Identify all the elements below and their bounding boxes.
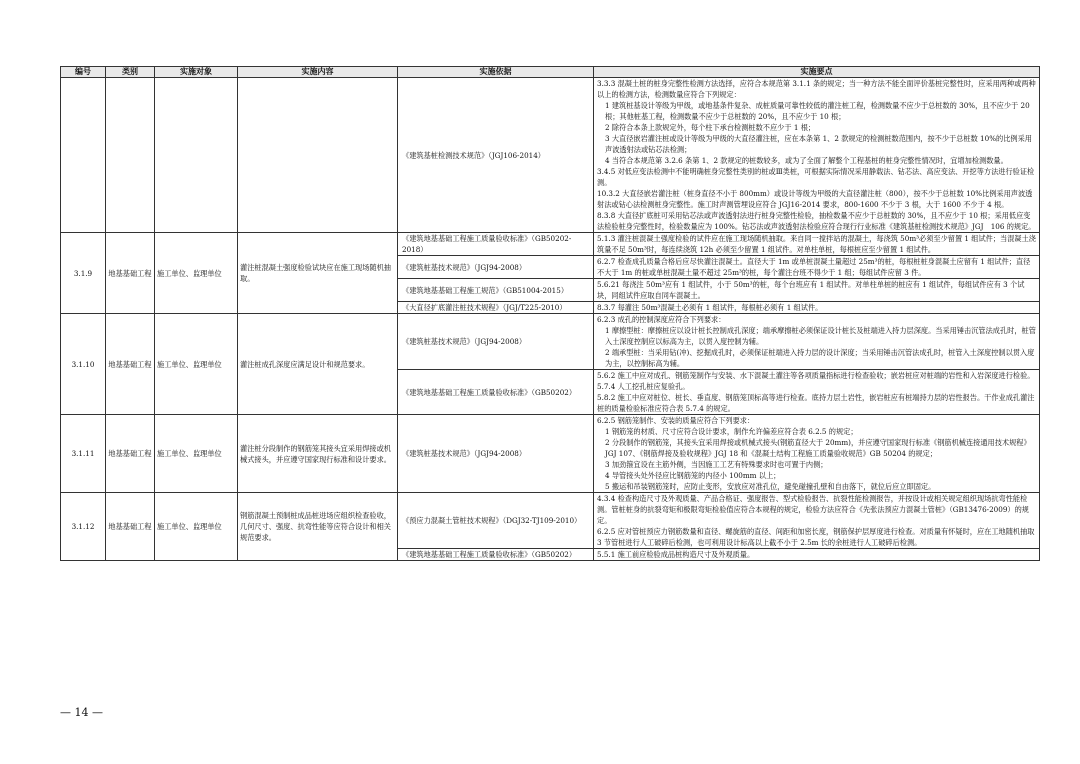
point-text: 3 加劲箍宜设在主筋外侧，当因施工工艺有特殊要求时也可置于内侧； xyxy=(605,460,828,469)
header-points: 实施要点 xyxy=(594,67,1040,78)
basis-cell: 《建筑地基基础工程施工规范》（GB51004-2015） xyxy=(398,279,594,302)
basis-cell: 《建筑地基基础工程施工质量验收标准》（GB50202） xyxy=(398,549,594,561)
points-cell xyxy=(594,549,1040,561)
target-cell: 施工单位、监理单位 xyxy=(155,314,238,415)
table-header-row xyxy=(61,67,1040,78)
content-cell: 灌注桩混凝土强度检验试块应在施工现场随机抽取。 xyxy=(238,233,398,314)
implementation-table xyxy=(60,66,1040,561)
basis-cell: 《建筑地基基础工程施工质量验收标准》（GB50202-2018） xyxy=(398,233,594,256)
target-cell xyxy=(155,78,238,233)
points-cell xyxy=(594,493,1040,549)
point-text: 8.3.7 每灌注 50m³混凝土必须有 1 组试件，每根桩必须有 1 组试件。 xyxy=(597,303,823,312)
point-text: 2 端承型桩：当采用钻(冲)、挖掘成孔时，必须保证桩端进入持力层的设计深度；当采用锤击沉管法成孔时，桩管入土深度控制以贯入度为主，以控制标高为辅。 xyxy=(605,348,1035,368)
point-text: 4.3.4 检查构造尺寸及外观质量、产品合格证、强度报告、型式检验报告、抗裂性能检测报告，并按设计或相关规定组织现场抗弯性能检测。管桩桩身的抗裂弯矩和极限弯矩检验值应符合本规程的规定，检验方法应符合《先张法预应力混凝土管桩》（GB13476-2009）的规定。 xyxy=(597,494,1029,525)
basis-cell: 《预应力混凝土管桩技术规程》（DGJ32-TJ109-2010） xyxy=(398,493,594,549)
category-cell: 地基基础工程 xyxy=(106,314,155,415)
number-cell: 3.1.9 xyxy=(61,233,106,314)
header-target: 实施对象 xyxy=(155,67,238,78)
basis-cell: 《大直径扩底灌注桩技术规程》（JGJ/T225-2010） xyxy=(398,302,594,314)
point-text: 6.2.3 成孔的控制深度应符合下列要求： xyxy=(597,315,726,324)
point-text: 5.1.3 灌注桩混凝土强度检验的试件应在施工现场随机抽取。来自同一搅拌站的混凝土，每浇筑 50m³必须至少留置 1 组试件；当混凝土浇筑量不足 50m³时，每连续浇筑 12h 必须至少留置 1 组试件。对单柱单桩，每根桩应至少留置 1 组试件。 xyxy=(597,234,1036,254)
point-text: 10.3.2 大直径嵌岩灌注桩（桩身直径不小于 800mm）或设计等级为甲级的大直径灌注桩（800），按不少于总桩数 10%比例采用声波透射法或钻心法检测桩身完整性。施工时声测管埋设应符合 JGJ16-2014 要求，800-1600 不少于 3 根，大于 1600 不少于 4 根。 xyxy=(597,189,1033,209)
page-number: — 14 — xyxy=(60,706,103,719)
header-content: 实施内容 xyxy=(238,67,398,78)
category-cell: 地基基础工程 xyxy=(106,493,155,561)
target-cell: 施工单位、监理单位 xyxy=(155,233,238,314)
point-text: 5.8.2 施工中应对桩位、桩长、垂直度、钢筋笼顶标高等进行检查。底持力层土岩性，嵌岩桩应有桩端持力层的岩性报告。干作业成孔灌注桩的质量检验标准应符合表 5.7.4 的规定。 xyxy=(597,393,1035,413)
category-cell: 地基基础工程 xyxy=(106,415,155,493)
content-cell: 钢筋混凝土预制桩成品桩进场应组织检查验收，几何尺寸、强度、抗弯性能等应符合设计和相关规范要求。 xyxy=(238,493,398,561)
table-row xyxy=(61,314,1040,370)
basis-cell: 《建筑桩基技术规范》（JGJ94-2008） xyxy=(398,314,594,370)
point-text: 6.2.7 检查成孔质量合格后应尽快灌注混凝土。直径大于 1m 或单桩混凝土量超过 25m³的桩，每根桩桩身混凝土应留有 1 组试件；直径不大于 1m 的桩或单桩混凝土量不超过 25m³的桩，每个灌注台班不得少于 1 组；每组试件应留 3 件。 xyxy=(597,257,1031,277)
point-text: 2 除符合本条上款规定外，每个柱下承台检测桩数不应少于 1 根； xyxy=(605,123,816,132)
point-text: 5.6.2 施工中应对成孔、钢筋笼制作与安装、水下混凝土灌注等各项质量指标进行检查验收；嵌岩桩应对桩端的岩性和入岩深度进行检验。 xyxy=(597,371,1035,380)
point-text: 1 摩擦型桩：摩擦桩应以设计桩长控制成孔深度；端承摩擦桩必须保证设计桩长及桩端进入持力层深度。当采用锤击沉管法成孔时，桩管入土深度控制应以标高为主，以贯入度控制为辅。 xyxy=(605,326,1036,346)
number-cell: 3.1.11 xyxy=(61,415,106,493)
point-text: 6.2.5 钢筋笼制作、安装的质量应符合下列要求： xyxy=(597,416,755,425)
target-cell: 施工单位、监理单位 xyxy=(155,415,238,493)
points-cell xyxy=(594,314,1040,370)
points-cell xyxy=(594,233,1040,256)
basis-cell: 《建筑桩基技术规范》（JGJ94-2008） xyxy=(398,415,594,493)
content-cell xyxy=(238,78,398,233)
basis-cell: 《建筑桩基技术规范》（JGJ94-2008） xyxy=(398,256,594,279)
points-cell xyxy=(594,370,1040,415)
points-cell xyxy=(594,78,1040,233)
point-text: 3 大直径嵌岩灌注桩或设计等级为甲级的大直径灌注桩，应在本条第 1、2 款规定的检测桩数范围内，按不少于总桩数 10%的比例采用声波透射法或钻芯法检测； xyxy=(605,134,1032,154)
header-category: 类别 xyxy=(106,67,155,78)
point-text: 8.3.8 大直径扩底桩可采用钻芯法或声波透射法进行桩身完整性检验，抽检数量不应少于总桩数的 30%，且不应少于 10 根；采用低应变法检验桩身完整性时，检验数量应为 100%。钻芯法或声波透射法检验应符合现行行业标准《建筑基桩检测技术规范》JGJ 106 的规定。 xyxy=(597,211,1036,231)
content-cell: 灌注桩成孔深度应满足设计和规范要求。 xyxy=(238,314,398,415)
point-text: 1 钢筋笼的材质、尺寸应符合设计要求，制作允许偏差应符合表 6.2.5 的规定； xyxy=(605,427,858,436)
table-row xyxy=(61,415,1040,493)
number-cell xyxy=(61,78,106,233)
header-basis: 实施依据 xyxy=(398,67,594,78)
table-row xyxy=(61,233,1040,256)
points-cell xyxy=(594,256,1040,279)
point-text: 4 导管接头处外径应比钢筋笼的内径小 100mm 以上； xyxy=(605,471,781,480)
category-cell: 地基基础工程 xyxy=(106,233,155,314)
points-cell xyxy=(594,415,1040,493)
content-cell: 灌注桩分段制作的钢筋笼其接头宜采用焊接或机械式接头，并应遵守国家现行标准和设计要求。 xyxy=(238,415,398,493)
table-row xyxy=(61,493,1040,549)
points-cell xyxy=(594,279,1040,302)
document-table-container xyxy=(60,66,1039,561)
number-cell: 3.1.10 xyxy=(61,314,106,415)
point-text: 5.7.4 人工挖孔桩应复验孔。 xyxy=(597,382,690,391)
point-text: 4 当符合本规范第 3.2.6 条第 1、2 款规定的桩数较多，或为了全面了解整个工程基桩的桩身完整性情况时，宜增加检测数量。 xyxy=(605,156,1008,165)
basis-cell: 《建筑地基基础工程施工质量验收标准》（GB50202） xyxy=(398,370,594,415)
header-number: 编号 xyxy=(61,67,106,78)
point-text: 5.5.1 施工前应检验成品桩构造尺寸及外观质量。 xyxy=(597,550,755,559)
point-text: 2 分段制作的钢筋笼，其接头宜采用焊接或机械式接头(钢筋直径大于 20mm)，并应遵守国家现行标准《钢筋机械连接通用技术规程》JGJ 107、《钢筋焊接及验收规程》JGJ 18 和《混凝土结构工程施工质量验收规范》GB 50204 的规定； xyxy=(605,438,1031,458)
table-row xyxy=(61,78,1040,233)
point-text: 1 建筑桩基设计等级为甲级，或地基条件复杂、成桩质量可靠性较低的灌注桩工程，检测数量不应少于总桩数的 30%，且不应少于 20 根；其他桩基工程，检测数量不应少于总桩数的 20%，且不应少于 10 根； xyxy=(605,101,1030,121)
point-text: 5.6.21 每浇注 50m³应有 1 组试件，小于 50m³的桩，每个台班应有 1 组试件。对单柱单桩的桩应有 1 组试件，每组试件应有 3 个试块，同组试件应取自同车混凝土。 xyxy=(597,280,1025,300)
number-cell: 3.1.12 xyxy=(61,493,106,561)
category-cell xyxy=(106,78,155,233)
point-text: 6.2.5 应对管桩预应力钢筋数量和直径、螺旋筋的直径、间距和加密长度，钢筋保护层厚度进行检查。对质量有怀疑时，应在工地随机抽取 3 节管桩进行人工破碎后检测，也可利用设计标高以上截不小于 2.5m 长的余桩进行人工破碎后检测。 xyxy=(597,527,1035,547)
point-text: 3.4.5 对低应变法检测中不能明确桩身完整性类别的桩或Ⅲ类桩，可根据实际情况采用静载法、钻芯法、高应变法、开挖等方法进行验证检测。 xyxy=(597,167,1035,187)
point-text: 5 搬运和吊装钢筋笼时，应防止变形，安放应对准孔位，避免碰撞孔壁和自由落下，就位后应立即固定。 xyxy=(605,482,936,491)
point-text: 3.3.3 混凝土桩的桩身完整性检测方法选择，应符合本规范第 3.1.1 条的规定；当一种方法不能全面评价基桩完整性时，应采用两种或两种以上的检测方法，检测数量应符合下列规定： xyxy=(597,79,1036,99)
target-cell: 施工单位、监理单位 xyxy=(155,493,238,561)
points-cell xyxy=(594,302,1040,314)
basis-cell: 《建筑基桩检测技术规范》（JGJ106-2014） xyxy=(398,78,594,233)
